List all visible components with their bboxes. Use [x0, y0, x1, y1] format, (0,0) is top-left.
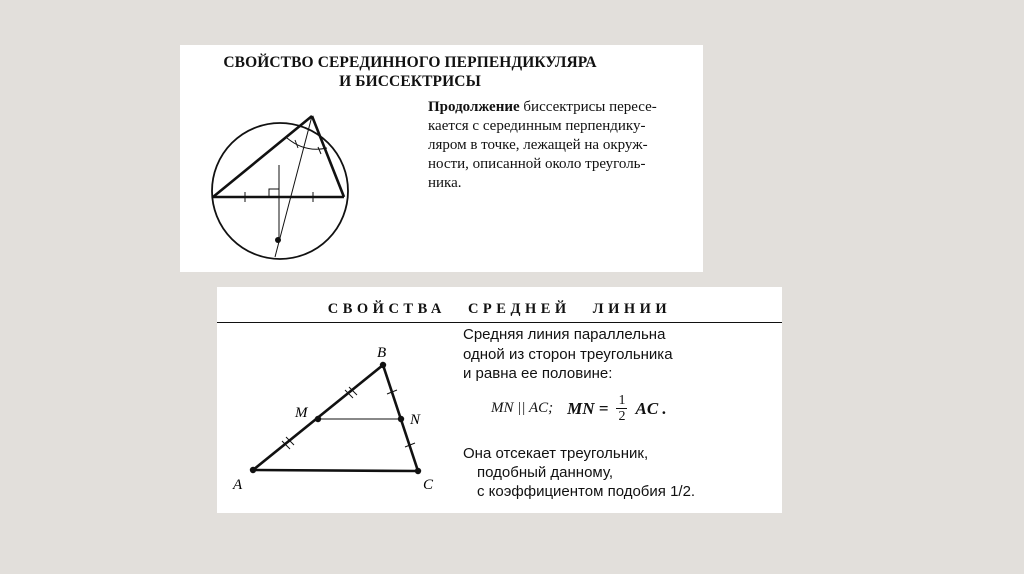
formula-ac: AC . — [635, 398, 667, 418]
angle-bisector — [275, 116, 312, 257]
label-b: B — [377, 345, 387, 361]
fraction-numerator: 1 — [618, 393, 626, 408]
para-line: Она отсекает треугольник, — [463, 445, 649, 462]
midline-property-card — [217, 287, 782, 513]
title-line-1: СВОЙСТВО СЕРЕДИННОГО ПЕРПЕНДИКУЛЯРА — [223, 54, 597, 71]
para-line: одной из сторон треугольника — [463, 345, 673, 363]
formula-parallel: MN || AC; — [491, 400, 554, 416]
label-m: M — [295, 405, 308, 421]
para-line: Средняя линия параллельна — [463, 326, 666, 343]
midline-triangle-diagram — [227, 337, 457, 527]
point-n — [398, 416, 404, 422]
para-line: с коэффициентом подобия 1/2. — [477, 483, 696, 500]
label-c: C — [423, 477, 434, 493]
para-line: биссектрисы пересе- — [519, 99, 657, 115]
similarity-description — [463, 444, 773, 501]
para-line: ника. — [428, 175, 462, 191]
label-a: A — [233, 477, 243, 493]
triangle-side-ac — [253, 470, 418, 471]
point-m — [315, 416, 321, 422]
intersection-point — [275, 237, 281, 243]
point-a — [250, 467, 256, 473]
triangle-side-left — [213, 116, 312, 197]
circle-triangle-diagram — [205, 95, 355, 285]
midline-formula — [491, 393, 667, 424]
bisector-property-card — [180, 45, 703, 272]
angle-tick-2 — [318, 147, 321, 154]
para-line: и равна ее половине: — [463, 365, 613, 382]
fraction-denominator: 2 — [618, 409, 626, 424]
para-line: ности, описанной около треуголь- — [428, 156, 646, 172]
para-line: ляром в точке, лежащей на окруж- — [428, 137, 648, 153]
point-b — [380, 362, 386, 368]
bisector-description — [428, 98, 703, 193]
para-line: кается с серединным перпендику- — [428, 118, 646, 134]
para-line: подобный данному, — [477, 464, 614, 481]
midline-description — [463, 325, 763, 384]
label-n: N — [410, 412, 421, 428]
title-line-2: И БИССЕКТРИСЫ — [339, 73, 481, 90]
bisector-card-title — [180, 53, 640, 91]
formula-equals: MN = — [567, 398, 609, 418]
midline-card-title: СВОЙСТВА СРЕДНЕЙ ЛИНИИ — [327, 301, 672, 317]
point-c — [415, 468, 421, 474]
formula-fraction — [616, 393, 627, 424]
para-first-word: Продолжение — [428, 99, 520, 115]
title-divider — [217, 322, 782, 323]
